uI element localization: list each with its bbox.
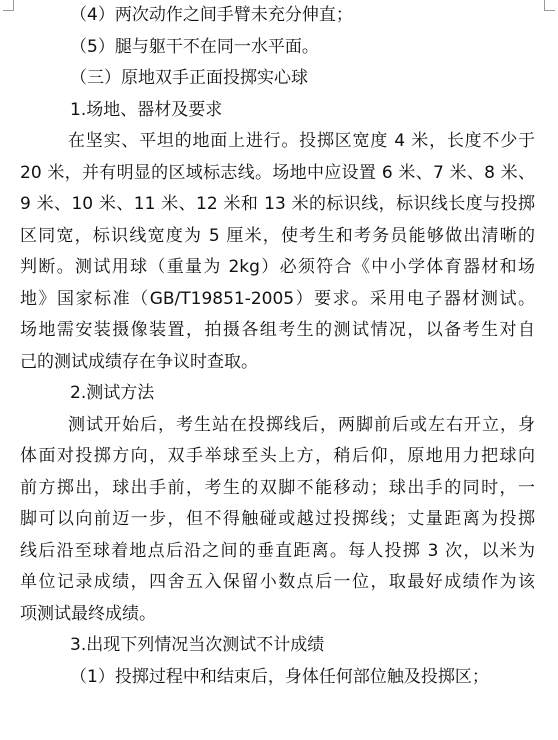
paragraph-line: 脚可以向前迈一步，但不得触碰或越过投掷线；丈量距离为投掷 <box>20 509 535 529</box>
paragraph-line: 单位记录成绩，四舍五入保留小数点后一位，取最好成绩作为该 <box>20 572 535 592</box>
section-heading: （三）原地双手正面投掷实心球 <box>70 68 308 88</box>
list-item: （5）腿与躯干不在同一水平面。 <box>70 36 319 57</box>
paragraph-line: 前方掷出，球出手前，考生的双脚不能移动；球出手的同时，一 <box>20 477 535 498</box>
paragraph-line: 在坚实、平坦的地面上进行。投掷区宽度 4 米，长度不少于 <box>68 131 535 151</box>
subsection-heading: 2.测试方法 <box>70 383 155 403</box>
list-item: （4）两次动作之间手臂未充分伸直； <box>70 5 353 25</box>
paragraph-line: 9 米、10 米、11 米、12 米和 13 米的标识线，标识线长度与投掷 <box>20 194 535 214</box>
paragraph-line: 地》国家标准（GB/T19851-2005）要求。采用电子器材测试。 <box>20 288 535 309</box>
paragraph-line: 判断。测试用球（重量为 2kg）必须符合《中小学体育器材和场 <box>20 257 535 277</box>
page-corner-mark-right <box>544 0 555 11</box>
paragraph-line: 区同宽，标识线宽度为 5 厘米，使考生和考务员能够做出清晰的 <box>20 225 535 246</box>
list-item: （1）投掷过程中和结束后，身体任何部位触及投掷区； <box>70 666 489 687</box>
paragraph-line: 项测试最终成绩。 <box>20 603 156 624</box>
paragraph-line: 己的测试成绩存在争议时查取。 <box>20 351 258 372</box>
paragraph-line: 场地需安装摄像装置，拍摄各组考生的测试情况，以备考生对自 <box>20 320 535 340</box>
paragraph-line: 体面对投掷方向，双手举球至头上方，稍后仰，原地用力把球向 <box>20 446 535 466</box>
page-corner-mark-left <box>3 0 14 11</box>
paragraph-line: 线后沿至球着地点后沿之间的垂直距离。每人投掷 3 次，以米为 <box>20 540 535 561</box>
document-body <box>20 0 535 693</box>
subsection-heading: 3.出现下列情况当次测试不计成绩 <box>70 635 325 655</box>
subsection-heading: 1.场地、器材及要求 <box>70 99 223 120</box>
paragraph-line: 测试开始后，考生站在投掷线后，两脚前后或左右开立，身 <box>68 414 535 435</box>
paragraph-line: 20 米，并有明显的区域标志线。场地中应设置 6 米、7 米、8 米、 <box>20 162 535 183</box>
